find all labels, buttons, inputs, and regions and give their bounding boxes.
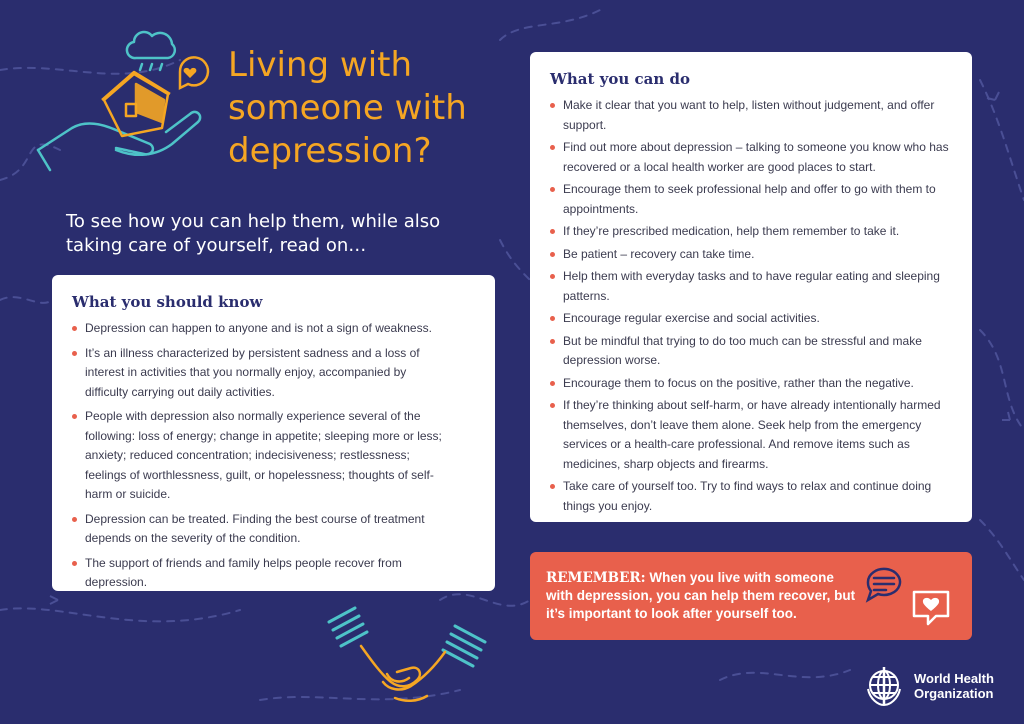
know-item: People with depression also normally experience several of the following: loss of energy; change in appetite; sleeping more or less; anxiety; reduced concentration; indecisiveness; restlessness; feelings of worthlessness, guilt, or hopelessness; thoughts of self-harm or suicide. bbox=[72, 407, 452, 505]
cando-item: Encourage regular exercise and social activities. bbox=[550, 309, 950, 329]
cando-item: Be patient – recovery can take time. bbox=[550, 245, 950, 265]
who-name bbox=[914, 671, 994, 701]
cando-list bbox=[550, 96, 952, 516]
cando-item: Encourage them to seek professional help and offer to go with them to appointments. bbox=[550, 180, 950, 219]
cando-item: Make it clear that you want to help, listen without judgement, and offer support. bbox=[550, 96, 950, 135]
remember-label: REMEMBER: bbox=[546, 570, 646, 586]
cando-item: Take care of yourself too. Try to find ways to relax and continue doing things you enjoy. bbox=[550, 477, 950, 516]
cando-heading: What you can do bbox=[550, 70, 690, 88]
heart-chat-bubble-icon bbox=[910, 588, 954, 630]
know-item: The support of friends and family helps people recover from depression. bbox=[72, 554, 452, 593]
title-line-1: Living with bbox=[228, 45, 413, 85]
remember-message: When you live with someone with depression, you can help them recover, but it’s important to look after yourself too. bbox=[546, 570, 856, 621]
cando-item: Encourage them to focus on the positive, rather than the negative. bbox=[550, 374, 950, 394]
title-line-3: depression? bbox=[228, 131, 432, 171]
cando-item: Help them with everyday tasks and to have regular eating and sleeping patterns. bbox=[550, 267, 950, 306]
cando-item: If they’re prescribed medication, help them remember to take it. bbox=[550, 222, 950, 242]
know-list bbox=[72, 319, 475, 593]
cando-item: But be mindful that trying to do too much can be stressful and make depression worse. bbox=[550, 332, 950, 371]
cando-item: If they’re thinking about self-harm, or have already intentionally harmed themselves, don’t leave them alone. Seek help from the emergency services or a health-care professional. And remove items such as medicines, sharp objects and firearms. bbox=[550, 396, 950, 474]
page-title bbox=[228, 44, 508, 173]
what-you-should-know-card bbox=[52, 275, 495, 591]
what-you-can-do-card bbox=[530, 52, 972, 522]
know-heading: What you should know bbox=[72, 293, 263, 311]
title-line-2: someone with bbox=[228, 88, 467, 128]
know-item: Depression can happen to anyone and is not a sign of weakness. bbox=[72, 319, 452, 339]
who-logo bbox=[862, 662, 1012, 710]
holding-hands-icon bbox=[325, 602, 495, 712]
who-line-2: Organization bbox=[914, 686, 994, 701]
intro-text: To see how you can help them, while also taking care of yourself, read on… bbox=[66, 211, 441, 256]
who-emblem-icon bbox=[862, 663, 906, 709]
cando-item: Find out more about depression – talking to someone you know who has recovered or a local health worker are good places to start. bbox=[550, 138, 950, 177]
remember-banner bbox=[530, 552, 972, 640]
chat-bubble-icon bbox=[862, 564, 906, 604]
know-item: Depression can be treated. Finding the best course of treatment depends on the severity of the condition. bbox=[72, 510, 452, 549]
hand-holding-house-icon bbox=[30, 20, 230, 190]
who-line-1: World Health bbox=[914, 671, 994, 686]
remember-text bbox=[546, 569, 856, 623]
know-item: It’s an illness characterized by persistent sadness and a loss of interest in activities that you normally enjoy, accompanied by difficulty carrying out daily activities. bbox=[72, 344, 452, 403]
